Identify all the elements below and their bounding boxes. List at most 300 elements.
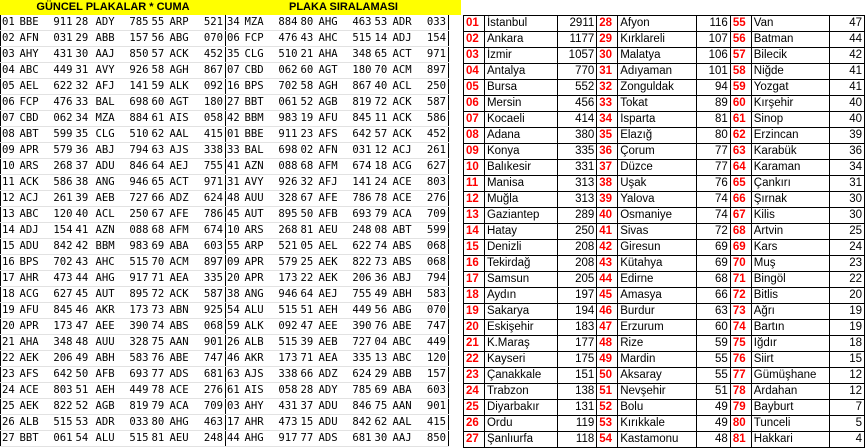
plate-code: 07 xyxy=(226,63,245,79)
plate-code: 08 xyxy=(374,223,393,239)
plate-digits: 521 xyxy=(200,15,226,31)
plate-digits: 068 xyxy=(423,255,449,271)
ranking-row xyxy=(464,320,865,336)
city-name: Hatay xyxy=(484,224,557,240)
rank-number: 71 xyxy=(730,272,751,288)
rank-number: 74 xyxy=(730,320,751,336)
plate-code: 66 xyxy=(151,191,170,207)
plate-code: 65 xyxy=(374,47,393,63)
rank-number: 13 xyxy=(464,208,485,224)
plate-letters: ADJ xyxy=(20,223,50,239)
plate-letters: AEJ xyxy=(319,287,349,303)
city-name: Sinop xyxy=(751,112,829,128)
ranking-row xyxy=(464,256,865,272)
plate-letters: AFU xyxy=(20,303,50,319)
plate-digits: 693 xyxy=(126,367,151,383)
plate-code: 51 xyxy=(300,303,319,319)
plate-letters: AAL xyxy=(170,127,200,143)
city-name: Kırşehir xyxy=(751,96,829,112)
plate-digits: 702 xyxy=(275,79,300,95)
plate-letters: ADJ xyxy=(393,31,423,47)
plate-code: 11 xyxy=(1,175,20,191)
city-name: Konya xyxy=(484,144,557,160)
plate-digits: 917 xyxy=(275,431,300,447)
rank-number: 41 xyxy=(597,224,618,240)
plates-table xyxy=(0,15,449,447)
plate-digits: 476 xyxy=(50,95,75,111)
plate-count: 250 xyxy=(558,224,597,240)
plate-code: 45 xyxy=(226,207,245,223)
plate-count: 55 xyxy=(697,368,730,384)
plate-count: 23 xyxy=(830,256,865,272)
city-name: Aksaray xyxy=(618,368,697,384)
plate-code: 81 xyxy=(300,223,319,239)
plate-code: 61 xyxy=(151,111,170,127)
plate-code: 03 xyxy=(226,399,245,415)
plate-count: 7 xyxy=(830,400,865,416)
plate-digits: 755 xyxy=(200,159,226,175)
rank-number: 76 xyxy=(730,352,751,368)
city-name: Şanlıurfa xyxy=(484,432,557,448)
plate-digits: 747 xyxy=(423,319,449,335)
plate-code: 76 xyxy=(151,351,170,367)
plate-count: 313 xyxy=(558,192,597,208)
plate-count: 380 xyxy=(558,128,597,144)
plate-digits: 642 xyxy=(50,367,75,383)
plate-digits: 515 xyxy=(275,335,300,351)
plate-digits: 173 xyxy=(50,319,75,335)
plate-letters: AUU xyxy=(245,191,275,207)
city-name: Denizli xyxy=(484,240,557,256)
rank-number: 54 xyxy=(597,432,618,448)
rank-number: 12 xyxy=(464,192,485,208)
plate-digits: 587 xyxy=(423,95,449,111)
rank-number: 52 xyxy=(597,400,618,416)
plate-count: 335 xyxy=(558,144,597,160)
plate-letters: ABJ xyxy=(393,271,423,287)
plate-code: 11 xyxy=(374,111,393,127)
city-name: Bayburt xyxy=(751,400,829,416)
plate-letters: MZA xyxy=(245,15,275,31)
plate-code: 66 xyxy=(300,367,319,383)
ranking-row xyxy=(464,272,865,288)
plate-code: 54 xyxy=(226,303,245,319)
rank-number: 38 xyxy=(597,176,618,192)
rank-number: 19 xyxy=(464,304,485,320)
plate-letters: APR xyxy=(20,319,50,335)
plate-digits: 515 xyxy=(275,303,300,319)
plate-code: 18 xyxy=(1,287,20,303)
plate-letters: AEL xyxy=(20,79,50,95)
rank-number: 62 xyxy=(730,128,751,144)
plate-letters: AAN xyxy=(170,335,200,351)
plate-letters: AHG xyxy=(245,431,275,447)
plate-letters: AFM xyxy=(319,159,349,175)
plate-digits: 515 xyxy=(349,31,374,47)
plate-code: 35 xyxy=(75,127,96,143)
plate-code: 09 xyxy=(1,143,20,159)
plate-digits: 624 xyxy=(349,367,374,383)
rank-number: 43 xyxy=(597,256,618,272)
plate-digits: 390 xyxy=(349,319,374,335)
plate-count: 80 xyxy=(697,128,730,144)
plate-count: 68 xyxy=(697,272,730,288)
plate-row xyxy=(1,31,449,47)
plate-digits: 033 xyxy=(423,15,449,31)
plate-digits: 822 xyxy=(349,255,374,271)
plate-letters: AFU xyxy=(319,111,349,127)
plate-code: 32 xyxy=(75,79,96,95)
plate-count: 770 xyxy=(558,64,597,80)
plate-code: 59 xyxy=(226,319,245,335)
plate-letters: ARP xyxy=(245,239,275,255)
plate-count: 4 xyxy=(830,432,865,448)
plate-code: 09 xyxy=(226,255,245,271)
plate-letters: ACG xyxy=(20,287,50,303)
plate-letters: ABE xyxy=(393,319,423,335)
rank-number: 60 xyxy=(730,96,751,112)
plate-letters: AGB xyxy=(96,399,126,415)
plate-code: 02 xyxy=(1,31,20,47)
plate-row xyxy=(1,175,449,191)
city-name: Muğla xyxy=(484,192,557,208)
plate-count: 31 xyxy=(830,176,865,192)
plate-code: 53 xyxy=(75,415,96,431)
plate-code: 08 xyxy=(1,127,20,143)
city-name: Karaman xyxy=(751,160,829,176)
plate-code: 81 xyxy=(151,431,170,447)
rank-number: 18 xyxy=(464,288,485,304)
plate-count: 36 xyxy=(830,144,865,160)
plate-digits: 709 xyxy=(423,207,449,223)
rank-number: 73 xyxy=(730,304,751,320)
plate-digits: 727 xyxy=(126,191,151,207)
plate-letters: AEA xyxy=(170,271,200,287)
plate-code: 55 xyxy=(151,15,170,31)
plate-digits: 449 xyxy=(50,63,75,79)
plate-letters: ARS xyxy=(245,223,275,239)
plate-code: 79 xyxy=(374,207,393,223)
plate-code: 34 xyxy=(75,111,96,127)
plate-code: 28 xyxy=(75,15,96,31)
plate-letters: AFS xyxy=(20,367,50,383)
plate-letters: AFS xyxy=(319,127,349,143)
plate-digits: 449 xyxy=(349,303,374,319)
plate-code: 14 xyxy=(1,223,20,239)
plate-digits: 579 xyxy=(275,255,300,271)
plate-digits: 058 xyxy=(275,383,300,399)
plate-count: 205 xyxy=(558,272,597,288)
plate-count: 55 xyxy=(697,352,730,368)
plate-code: 13 xyxy=(1,207,20,223)
plate-letters: BBE xyxy=(20,15,50,31)
plate-letters: AFJ xyxy=(319,175,349,191)
city-name: Antalya xyxy=(484,64,557,80)
plate-letters: ACL xyxy=(393,79,423,95)
plate-digits: 515 xyxy=(126,431,151,447)
plate-count: 77 xyxy=(697,160,730,176)
plate-code: 29 xyxy=(374,367,393,383)
plate-letters: AGB xyxy=(319,95,349,111)
plate-code: 16 xyxy=(226,79,245,95)
plate-count: 151 xyxy=(558,368,597,384)
plate-digits: 727 xyxy=(349,335,374,351)
plate-code: 79 xyxy=(151,399,170,415)
plate-row xyxy=(1,63,449,79)
plate-letters: AEH xyxy=(319,303,349,319)
plate-letters: AEK xyxy=(319,271,349,287)
rank-number: 40 xyxy=(597,208,618,224)
plate-letters: ADS xyxy=(319,431,349,447)
plate-letters: ACM xyxy=(393,63,423,79)
plate-letters: AAN xyxy=(393,399,423,415)
plate-code: 60 xyxy=(300,63,319,79)
plate-code: 24 xyxy=(1,383,20,399)
plate-code: 44 xyxy=(75,271,96,287)
plate-letters: APR xyxy=(20,143,50,159)
plate-code: 44 xyxy=(226,431,245,447)
plate-code: 40 xyxy=(75,207,96,223)
plate-code: 15 xyxy=(300,415,319,431)
city-name: Batman xyxy=(751,32,829,48)
rank-number: 70 xyxy=(730,256,751,272)
plate-code: 64 xyxy=(151,159,170,175)
plate-code: 12 xyxy=(374,143,393,159)
plate-digits: 510 xyxy=(126,127,151,143)
plate-code: 70 xyxy=(151,255,170,271)
plate-row xyxy=(1,271,449,287)
rank-number: 78 xyxy=(730,384,751,400)
plate-digits: 463 xyxy=(349,15,374,31)
plate-ranking-title: PLAKA SIRALAMASI xyxy=(289,1,398,13)
plate-digits: 061 xyxy=(50,431,75,447)
plate-code: 23 xyxy=(1,367,20,383)
plate-digits: 895 xyxy=(126,287,151,303)
plate-letters: ACK xyxy=(170,287,200,303)
rank-number: 44 xyxy=(597,272,618,288)
plate-row xyxy=(1,15,449,31)
city-name: Gümüşhane xyxy=(751,368,829,384)
plate-letters: FCP xyxy=(245,31,275,47)
plate-letters: AZN xyxy=(96,223,126,239)
plate-count: 66 xyxy=(697,288,730,304)
plate-letters: AGH xyxy=(319,79,349,95)
plate-letters: AEK xyxy=(20,399,50,415)
plate-count: 12 xyxy=(830,368,865,384)
ranking-row xyxy=(464,160,865,176)
plate-code: 73 xyxy=(151,303,170,319)
plate-count: 76 xyxy=(697,176,730,192)
plate-code: 18 xyxy=(374,159,393,175)
plate-count: 101 xyxy=(697,64,730,80)
plate-digits: 068 xyxy=(200,319,226,335)
plate-count: 25 xyxy=(830,224,865,240)
city-name: Yalova xyxy=(618,192,697,208)
plate-digits: 586 xyxy=(423,111,449,127)
plate-digits: 062 xyxy=(50,111,75,127)
plate-letters: ACK xyxy=(393,95,423,111)
rank-number: 56 xyxy=(730,32,751,48)
plate-code: 50 xyxy=(75,367,96,383)
city-name: Diyarbakır xyxy=(484,400,557,416)
rank-number: 80 xyxy=(730,416,751,432)
plate-code: 71 xyxy=(151,271,170,287)
plate-digits: 901 xyxy=(200,335,226,351)
plate-letters: MZA xyxy=(96,111,126,127)
ranking-table xyxy=(463,15,865,448)
plate-code: 32 xyxy=(300,175,319,191)
rank-number: 21 xyxy=(464,336,485,352)
plate-digits: 822 xyxy=(50,399,75,415)
plate-digits: 335 xyxy=(200,271,226,287)
plate-digits: 431 xyxy=(50,47,75,63)
rank-number: 28 xyxy=(597,16,618,32)
rank-number: 01 xyxy=(464,16,485,32)
plate-digits: 033 xyxy=(126,415,151,431)
plate-digits: 803 xyxy=(50,383,75,399)
plate-code: 21 xyxy=(1,335,20,351)
plate-code: 49 xyxy=(374,287,393,303)
plate-letters: AHG xyxy=(96,271,126,287)
plate-count: 2911 xyxy=(558,16,597,32)
rank-number: 48 xyxy=(597,336,618,352)
ranking-row xyxy=(464,96,865,112)
plate-letters: ACJ xyxy=(393,143,423,159)
rank-number: 09 xyxy=(464,144,485,160)
plate-code: 17 xyxy=(226,415,245,431)
plate-letters: ABT xyxy=(393,223,423,239)
plate-letters: AFM xyxy=(170,223,200,239)
plate-letters: ACT xyxy=(170,175,200,191)
plate-code: 46 xyxy=(75,303,96,319)
plate-count: 41 xyxy=(830,80,865,96)
plate-digits: 250 xyxy=(423,79,449,95)
plate-digits: 157 xyxy=(423,367,449,383)
plate-letters: AEH xyxy=(96,383,126,399)
plate-row xyxy=(1,367,449,383)
plate-letters: AIS xyxy=(245,383,275,399)
plate-letters: AEJ xyxy=(170,159,200,175)
plate-code: 77 xyxy=(300,431,319,447)
plate-letters: BBM xyxy=(245,111,275,127)
plate-code: 16 xyxy=(1,255,20,271)
plate-letters: AIS xyxy=(170,111,200,127)
plate-digits: 335 xyxy=(349,351,374,367)
plate-letters: ALU xyxy=(96,431,126,447)
city-name: Şırnak xyxy=(751,192,829,208)
plate-code: 33 xyxy=(75,95,96,111)
plate-digits: 946 xyxy=(275,287,300,303)
plate-digits: 328 xyxy=(275,191,300,207)
plate-letters: AJS xyxy=(170,143,200,159)
plate-code: 04 xyxy=(374,335,393,351)
plate-letters: ARP xyxy=(170,15,200,31)
plate-letters: BPS xyxy=(245,79,275,95)
plate-letters: ACT xyxy=(393,47,423,63)
plate-row xyxy=(1,399,449,415)
plate-digits: 449 xyxy=(126,383,151,399)
rank-number: 02 xyxy=(464,32,485,48)
plate-digits: 206 xyxy=(50,351,75,367)
plate-digits: 449 xyxy=(423,335,449,351)
plate-code: 78 xyxy=(374,191,393,207)
rank-number: 66 xyxy=(730,192,751,208)
rank-number: 45 xyxy=(597,288,618,304)
plate-digits: 415 xyxy=(200,127,226,143)
ranking-row xyxy=(464,48,865,64)
plate-letters: AKR xyxy=(245,351,275,367)
plate-digits: 642 xyxy=(349,127,374,143)
plate-code: 37 xyxy=(75,159,96,175)
plate-letters: BAL xyxy=(96,95,126,111)
plate-code: 49 xyxy=(75,351,96,367)
plate-count: 138 xyxy=(558,384,597,400)
plate-count: 18 xyxy=(830,336,865,352)
plate-letters: AEE xyxy=(96,319,126,335)
plate-code: 39 xyxy=(75,191,96,207)
plate-digits: 261 xyxy=(50,191,75,207)
rank-number: 42 xyxy=(597,240,618,256)
plate-digits: 845 xyxy=(349,111,374,127)
plate-letters: ABC xyxy=(393,351,423,367)
plate-digits: 070 xyxy=(200,31,226,47)
rank-number: 22 xyxy=(464,352,485,368)
plate-digits: 785 xyxy=(126,15,151,31)
plate-digits: 510 xyxy=(275,47,300,63)
plate-digits: 786 xyxy=(349,191,374,207)
plate-digits: 946 xyxy=(126,175,151,191)
plate-count: 74 xyxy=(697,192,730,208)
plate-digits: 786 xyxy=(200,207,226,223)
plate-letters: AEK xyxy=(20,351,50,367)
plate-row xyxy=(1,383,449,399)
plate-count: 20 xyxy=(830,288,865,304)
city-name: İzmir xyxy=(484,48,557,64)
plate-count: 34 xyxy=(830,160,865,176)
plate-code: 05 xyxy=(1,79,20,95)
rank-number: 30 xyxy=(597,48,618,64)
city-name: Gaziantep xyxy=(484,208,557,224)
plate-letters: CBD xyxy=(245,63,275,79)
plate-code: 10 xyxy=(1,159,20,175)
plate-letters: ALU xyxy=(245,303,275,319)
plate-digits: 901 xyxy=(423,399,449,415)
plate-letters: AHC xyxy=(96,255,126,271)
plate-count: 414 xyxy=(558,112,597,128)
plate-letters: AEU xyxy=(319,223,349,239)
plate-row xyxy=(1,287,449,303)
plate-code: 10 xyxy=(226,223,245,239)
plate-count: 106 xyxy=(697,48,730,64)
ranking-row xyxy=(464,208,865,224)
plate-count: 49 xyxy=(697,416,730,432)
plate-letters: APR xyxy=(245,271,275,287)
plate-letters: ACK xyxy=(393,127,423,143)
city-name: Eskişehir xyxy=(484,320,557,336)
plate-letters: AHA xyxy=(20,335,50,351)
plate-count: 30 xyxy=(830,208,865,224)
rank-number: 10 xyxy=(464,160,485,176)
plate-digits: 819 xyxy=(126,399,151,415)
plate-letters: AHR xyxy=(245,415,275,431)
plate-count: 22 xyxy=(830,272,865,288)
plate-code: 06 xyxy=(1,95,20,111)
plate-letters: BAL xyxy=(245,143,275,159)
ranking-row xyxy=(464,432,865,448)
rank-number: 50 xyxy=(597,368,618,384)
plate-code: 21 xyxy=(300,47,319,63)
city-name: Kastamonu xyxy=(618,432,697,448)
